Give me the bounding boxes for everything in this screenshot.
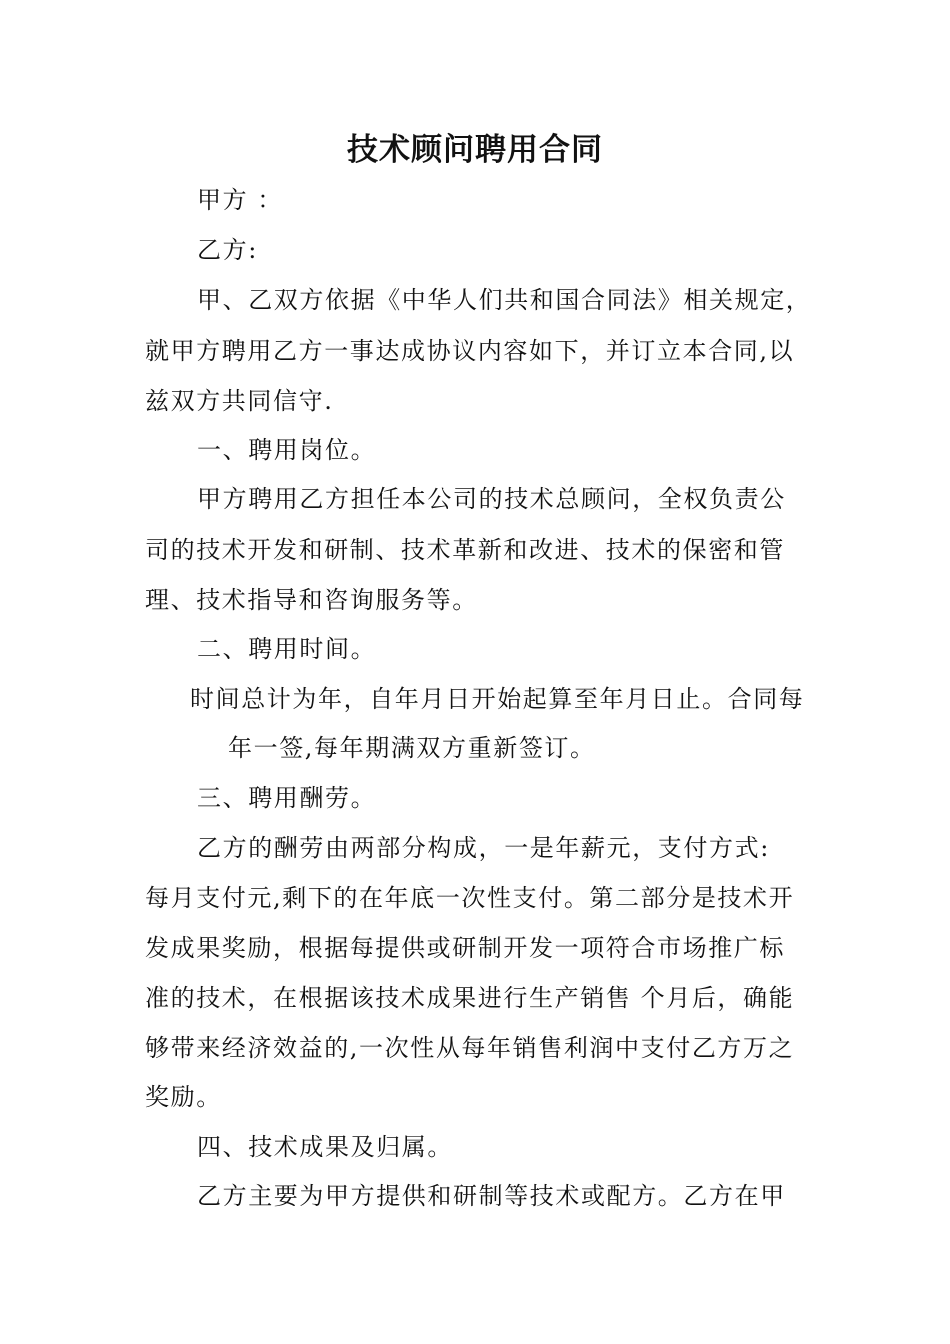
section-heading: 一、聘用岗位。 bbox=[197, 436, 377, 464]
paragraph-line: 甲方聘用乙方担任本公司的技术总顾问，全权负责公 bbox=[197, 485, 786, 513]
section-heading: 二、聘用时间。 bbox=[197, 635, 377, 663]
party-b-label: 乙方: bbox=[197, 236, 258, 264]
paragraph-line: 乙方主要为甲方提供和研制等技术或配方。乙方在甲 bbox=[197, 1182, 786, 1210]
intro-line: 甲、乙双方依据《中华人们共和国合同法》相关规定， bbox=[197, 286, 812, 314]
paragraph-line: 年一签,每年期满双方重新签订。 bbox=[228, 734, 596, 762]
document-title: 技术顾问聘用合同 bbox=[347, 132, 603, 168]
paragraph-line: 乙方的酬劳由两部分构成，一是年薪元，支付方式: bbox=[197, 834, 770, 862]
intro-line: 兹双方共同信守. bbox=[145, 387, 334, 415]
paragraph-line: 每月支付元,剩下的在年底一次性支付。第二部分是技术开 bbox=[145, 884, 795, 912]
paragraph-line: 理、技术指导和咨询服务等。 bbox=[145, 586, 478, 614]
paragraph-line: 发成果奖励，根据每提供或研制开发一项符合市场推广标 bbox=[145, 934, 785, 962]
paragraph-line: 时间总计为年，自年月日开始起算至年月日止。合同每 bbox=[190, 685, 805, 713]
paragraph-line: 准的技术，在根据该技术成果进行生产销售 个月后，确能 bbox=[145, 984, 795, 1012]
paragraph-line: 够带来经济效益的,一次性从每年销售利润中支付乙方万之 bbox=[145, 1034, 795, 1062]
paragraph-line: 奖励。 bbox=[145, 1083, 222, 1111]
section-heading: 三、聘用酬劳。 bbox=[197, 784, 377, 812]
paragraph-line: 司的技术开发和研制、技术革新和改进、技术的保密和管 bbox=[145, 536, 785, 564]
section-heading: 四、技术成果及归属。 bbox=[197, 1133, 453, 1161]
intro-line: 就甲方聘用乙方一事达成协议内容如下，并订立本合同,以 bbox=[145, 337, 795, 365]
party-a-label: 甲方 ： bbox=[197, 186, 284, 214]
